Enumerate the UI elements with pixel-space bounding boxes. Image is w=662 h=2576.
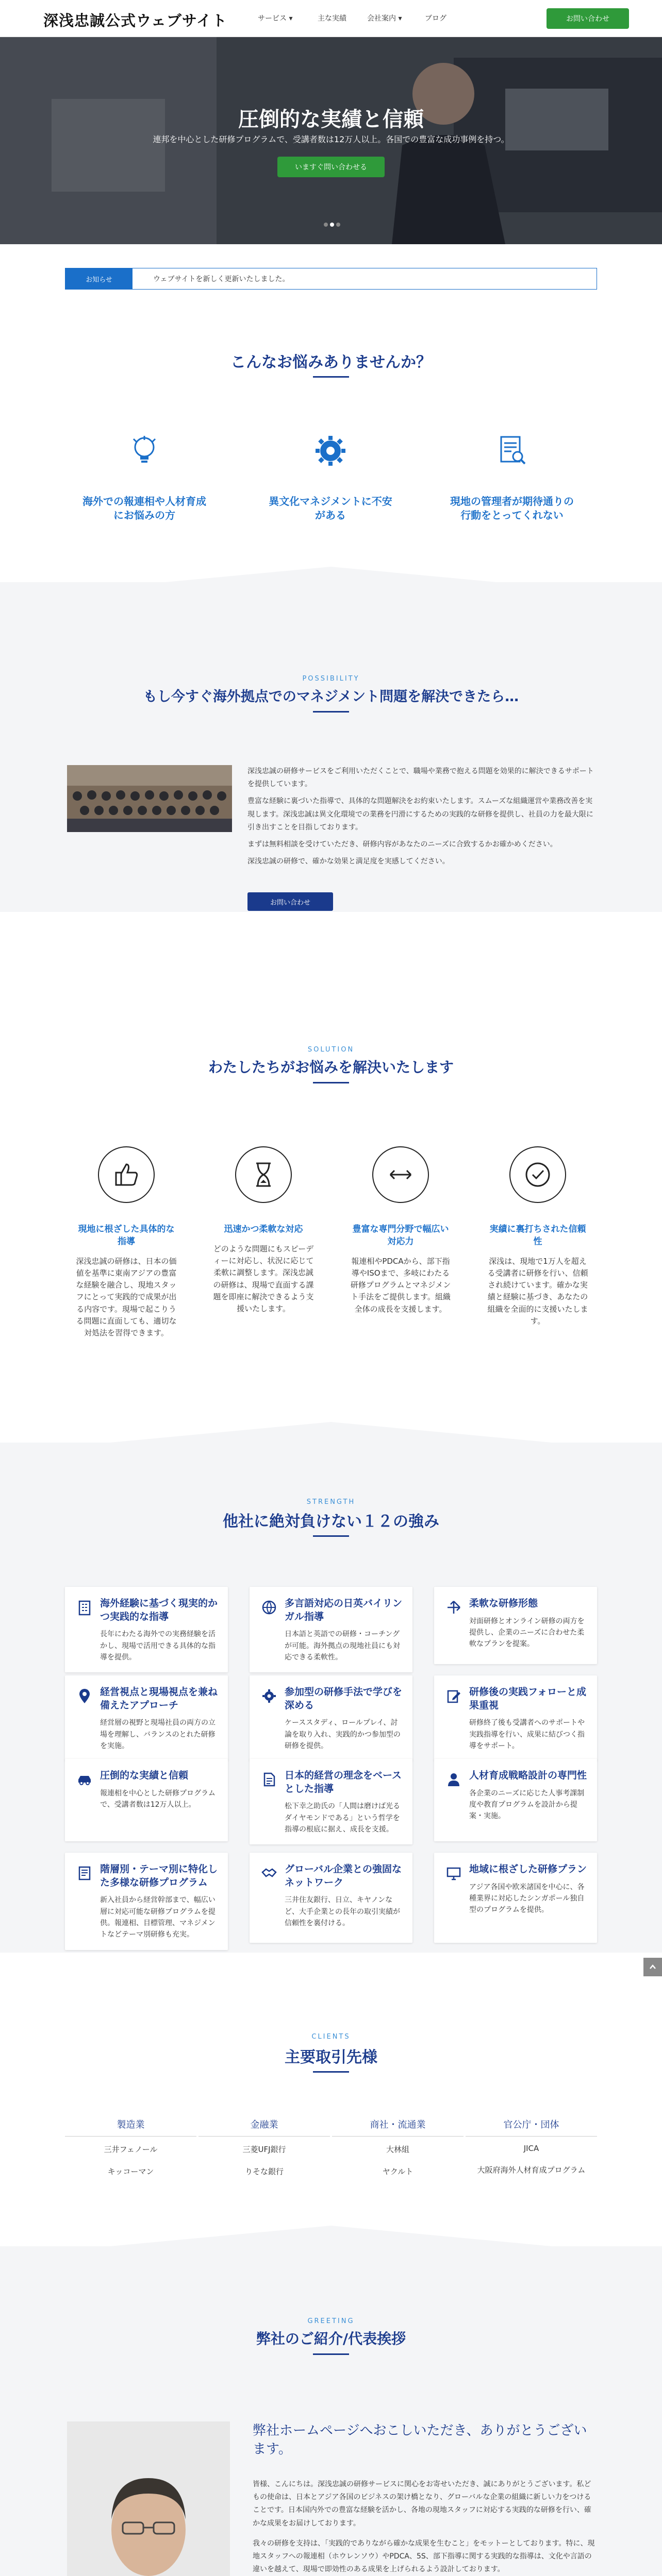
client-name: JICA: [523, 2144, 539, 2153]
pin-icon: [74, 1686, 95, 1752]
client-name: キッコーマン: [107, 2167, 154, 2176]
solution-desc: 深浅忠誠の研修は、日本の価値を基準に東南アジアの豊富な経験を融合し、現地スタッフにとって実践的で成果が出る内容です。現場で起こりうる問題に直面しても、適切な対処法を習得できます。: [76, 1256, 177, 1338]
client-column: [466, 2117, 597, 2177]
strength-card: [250, 1759, 412, 1844]
divider: [198, 2136, 330, 2137]
possibility-text: [247, 765, 598, 868]
strength-card: [434, 1675, 597, 1761]
strength-title: 参加型の研修手法で学びを深める: [285, 1686, 403, 1711]
strength-card: [250, 1853, 412, 1943]
possibility-paragraph: 深浅忠誠の研修サービスをご利用いただくことで、職場や業務で抱える問題を効果的に解決できるサポートを提供しています。: [247, 767, 594, 789]
strength-title: 地域に根ざした研修プラン: [469, 1863, 587, 1875]
strength-desc: アジア各国や欧米諸国を中心に、各種業界に対応したシンガポール独自型のプログラムを提供。: [469, 1883, 585, 1914]
solution-eyebrow: SOLUTION: [307, 1046, 355, 1054]
strength-desc: 松下幸之助氏の「人間は磨けば光るダイヤモンドである」という哲学を指導の根底に据え、成長を支援。: [285, 1802, 400, 1834]
client-category: 金融業: [250, 2120, 278, 2130]
nav-company[interactable]: 会社案内 ▾: [367, 14, 402, 23]
header-contact-button[interactable]: お問い合わせ: [547, 8, 629, 29]
handshake-icon: [259, 1863, 279, 1934]
strength-card: [65, 1675, 228, 1761]
problem-label: 海外での報連相や人材育成にお悩みの方: [82, 495, 206, 521]
greeting-body: [253, 2478, 597, 2576]
hero-banner: [0, 37, 662, 244]
client-column: [65, 2117, 196, 2177]
title-underline: [313, 1535, 349, 1537]
strength-card: [65, 1587, 228, 1672]
strength-card: [65, 1759, 228, 1841]
divider: [65, 2136, 196, 2137]
strength-title: 階層別・テーマ別に特化した多様な研修プログラム: [100, 1863, 218, 1888]
nav-achievements[interactable]: 主な実績: [318, 14, 346, 23]
strength-title: 他社に絶対負けない１２の強み: [223, 1513, 439, 1531]
solution-title: 迅速かつ柔軟な対応: [224, 1224, 303, 1234]
hourglass-icon: [235, 1146, 292, 1203]
divider: [332, 2136, 464, 2137]
strength-title: 柔軟な研修形態: [469, 1598, 538, 1609]
title-underline: [313, 1082, 349, 1083]
greeting-paragraph: 我々の研修を支持は、「実践的でありながら確かな成果を生むこと」をモットーとしております。特に、現地スタッフへの報連相（ホウレンソウ）やPDCA、5S、部下指導に関する実践的な指導は、文化や言語の違いを越えて、現場で即効性のある成果を上げられるよう設計しております。: [253, 2539, 595, 2574]
section-divider: [0, 567, 662, 598]
client-name: 大阪府海外人材育成プログラム: [477, 2165, 586, 2175]
strength-title: 研修後の実践フォローと成果重視: [469, 1686, 587, 1711]
client-name: りそな銀行: [244, 2167, 284, 2176]
nav-blog[interactable]: ブログ: [425, 14, 446, 23]
site-header: [0, 0, 662, 37]
building-icon: [74, 1597, 95, 1663]
back-to-top-button[interactable]: [643, 1958, 662, 1976]
strength-eyebrow: STRENGTH: [306, 1498, 356, 1506]
clients-columns: [65, 2117, 597, 2177]
client-name: 三菱UFJ銀行: [242, 2145, 286, 2154]
strength-desc: 各企業のニーズに応じた人事考課制度や教育プログラムを設計から提案・実施。: [469, 1789, 585, 1821]
chevron-up-icon: [649, 1963, 657, 1971]
strength-card: [434, 1759, 597, 1841]
strength-title: 多言語対応の日英バイリンガル指導: [285, 1598, 403, 1622]
strength-desc: 経営層の視野と現場社員の両方の立場を理解し、バランスのとれた研修を実施。: [100, 1719, 216, 1751]
title-underline: [313, 2353, 349, 2355]
solution-title: 現地に根ざした具体的な指導: [78, 1224, 175, 1247]
slider-dot[interactable]: [324, 223, 328, 227]
document-search-icon: [494, 433, 530, 469]
title-underline: [313, 711, 349, 713]
strength-card: [250, 1587, 412, 1672]
client-column: [332, 2117, 464, 2177]
client-name: 三井フェノール: [104, 2145, 158, 2154]
strength-desc: 三井住友銀行、日立、キヤノンなど、大手企業との長年の取引実績が信頼性を裏付ける。: [285, 1896, 400, 1928]
possibility-contact-button[interactable]: お問い合わせ: [247, 892, 333, 911]
hero-subtitle: 連邦を中心とした研修プログラムで、受講者数は12万人以上。各国での豊富な成功事例を持つ。: [153, 134, 509, 144]
strength-title: 人材育成戦略設計の専門性: [469, 1770, 587, 1781]
check-circle-icon: [509, 1146, 566, 1203]
client-category: 製造業: [117, 2120, 145, 2130]
greeting-paragraph: 皆様、こんにちは。深浅忠誠の研修サービスに関心をお寄せいただき、誠にありがとうございます。私どもの使命は、日本とアジア各国のビジネスの架け橋となり、グローバルな企業の組織に新しい力をつけることです。日本国内外での豊富な経験を活かし、各地の現地スタッフに対応する実践的な研修を行い、確かな成果をお届けしております。: [253, 2480, 591, 2528]
nav-services[interactable]: サービス ▾: [258, 14, 293, 23]
thumbs-up-icon: [98, 1146, 155, 1203]
title-underline: [313, 2071, 349, 2073]
section-divider: [0, 1422, 662, 1453]
problem-label: 現地の管理者が期待通りの行動をとってくれない: [450, 495, 574, 521]
clients-eyebrow: CLIENTS: [311, 2033, 351, 2041]
solution-title: 豊富な専門分野で幅広い対応力: [352, 1224, 449, 1247]
strength-card: [65, 1853, 228, 1950]
solution-card: [75, 1146, 178, 1339]
greeting-eyebrow: GREETING: [307, 2317, 355, 2325]
gear-icon: [312, 433, 349, 469]
gear-icon: [259, 1686, 279, 1752]
lightbulb-icon: [126, 433, 162, 469]
strength-desc: 研修終了後も受講者へのサポートや実践指導を行い、成果に結びつく指導をサポート。: [469, 1719, 585, 1751]
solution-desc: 報連相やPDCAから、部下指導やISOまで、多岐にわたる研修プログラムとマネジメント手法をご提供します。組織全体の成長を支援します。: [350, 1256, 451, 1314]
greeting-title: 弊社のご紹介/代表挨拶: [256, 2330, 406, 2347]
strength-desc: 日本語と英語での研修・コーチングが可能。海外拠点の現地社員にも対応できる柔軟性。: [285, 1630, 400, 1662]
strength-title: 圧倒的な実績と信頼: [100, 1770, 189, 1781]
site-logo[interactable]: 深浅忠誠公式ウェブサイト: [43, 12, 227, 29]
car-icon: [74, 1769, 95, 1832]
client-name: 大林組: [386, 2145, 409, 2154]
greeting-headline: 弊社ホームページへおこしいただき、ありがとうございます。: [253, 2423, 587, 2458]
solution-desc: どのような問題にもスピーディーに対応し、状況に応じて柔軟に調整します。深浅忠誠の研修は、現場で直面する課題を即座に解決できるよう支援いたします。: [213, 1244, 314, 1314]
notice-bar[interactable]: [65, 268, 597, 290]
group-photo: [67, 765, 232, 832]
monitor-icon: [443, 1863, 464, 1934]
hero-title: 圧倒的な実績と信頼: [238, 108, 424, 131]
possibility-paragraph: 深浅忠誠の研修で、確かな効果と満足度を実感してください。: [247, 857, 450, 866]
strength-title: 経営視点と現場視点を兼ね備えたアプローチ: [100, 1686, 218, 1711]
strength-desc: 対面研修とオンライン研修の両方を提供し、企業のニーズに合わせた柔軟なプランを提案。: [469, 1617, 585, 1649]
possibility-eyebrow: POSSIBILITY: [302, 675, 360, 683]
globe-icon: [259, 1597, 279, 1663]
strength-desc: ケーススタディ、ロールプレイ、討論を取り入れ、実践的かつ参加型の研修を提供。: [285, 1719, 401, 1751]
edit-icon: [443, 1686, 464, 1752]
strength-card: [434, 1853, 597, 1943]
clients-title: 主要取引先様: [285, 2048, 377, 2066]
section-divider: [0, 2226, 662, 2257]
solution-card: [349, 1146, 452, 1315]
slider-dot[interactable]: [336, 223, 340, 227]
strength-desc: 報連相を中心とした研修プログラムで、受講者数は12万人以上。: [100, 1789, 216, 1809]
strength-desc: 長年にわたる海外での実務経験を活かし、現場で活用できる具体的な指導を提供。: [100, 1630, 216, 1662]
arrows-icon: [443, 1597, 464, 1655]
strength-card: [250, 1675, 412, 1761]
problem-label: 異文化マネジメントに不安がある: [269, 495, 392, 521]
solution-card: [212, 1146, 315, 1315]
strength-desc: 新入社員から経営幹部まで、幅広い層に対応可能な研修プログラムを提供。報連相、目標管理、マネジメントなどテーマ別研修も充実。: [100, 1896, 216, 1939]
title-underline: [313, 376, 349, 378]
client-category: 商社・流通業: [370, 2120, 426, 2130]
strength-title: グローバル企業との強固なネットワーク: [285, 1863, 402, 1888]
strength-title: 日本的経営の理念をベースとした指導: [285, 1770, 402, 1794]
strength-title: 海外経験に基づく現実的かつ実践的な指導: [100, 1598, 218, 1622]
possibility-paragraph: 豊富な経験に裏づいた指導で、具体的な問題解決をお約束いたします。スムーズな組織運営や業務改善を実現します。深浅忠誠は異文化環境での業務を円滑にするための実践的な研修を提供し、社員の力を最大限に引き出すことを目指しております。: [247, 797, 593, 832]
solution-desc: 深浅は、現地で1万人を超える受講者に研修を行い、信頼され続けています。確かな実績と経験に基づき、あなたの組織を全面的に支援いたします。: [487, 1256, 588, 1326]
solution-title: 実績に裏打ちされた信頼性: [489, 1224, 586, 1247]
possibility-paragraph: まずは無料相談を受けていただき、研修内容があなたのニーズに合致するかお確かめください。: [247, 840, 557, 849]
person-icon: [443, 1769, 464, 1832]
hero-contact-button[interactable]: いますぐ問い合わせる: [277, 157, 385, 177]
solution-title: わたしたちがお悩みを解決いたします: [208, 1059, 454, 1076]
client-column: [198, 2117, 330, 2177]
slider-dot[interactable]: [330, 223, 334, 227]
notice-text[interactable]: ウェブサイトを新しく更新いたしました。: [153, 275, 290, 283]
problems-title: こんなお悩みありませんか？: [230, 353, 432, 371]
notice-label: お知らせ: [65, 268, 133, 289]
possibility-title: もし今すぐ海外拠点でのマネジメント問題を解決できたら…: [143, 689, 519, 705]
divider: [466, 2136, 597, 2137]
book-icon: [74, 1863, 95, 1941]
arrows-horizontal-icon: [372, 1146, 429, 1203]
solution-card: [486, 1146, 589, 1327]
ceo-portrait: [67, 2421, 230, 2576]
document-icon: [259, 1769, 279, 1835]
client-name: ヤクルト: [382, 2167, 413, 2176]
client-category: 官公庁・団体: [503, 2120, 559, 2130]
strength-card: [434, 1587, 597, 1664]
